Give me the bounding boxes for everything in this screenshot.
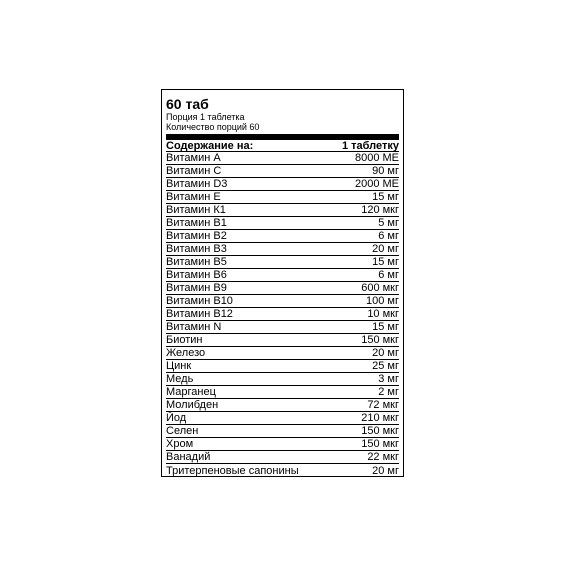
nutrient-amount: 120 мкг	[361, 204, 399, 216]
table-row	[166, 243, 399, 256]
table-row	[166, 386, 399, 399]
nutrient-name: Молибден	[166, 399, 219, 411]
nutrient-name: Медь	[166, 373, 194, 385]
table-row	[166, 269, 399, 282]
nutrient-name: Витамин В5	[166, 256, 227, 268]
product-title: 60 таб	[166, 96, 209, 112]
table-header-row	[166, 140, 399, 152]
table-row	[166, 217, 399, 230]
table-row	[166, 451, 399, 464]
nutrient-amount: 10 мкг	[367, 308, 399, 320]
table-row	[166, 230, 399, 243]
nutrient-amount: 150 мкг	[361, 425, 399, 437]
nutrient-name: Витамин В6	[166, 269, 227, 281]
table-row	[166, 165, 399, 178]
nutrient-amount: 600 мкг	[361, 282, 399, 294]
nutrient-name: Витамин В10	[166, 295, 233, 307]
table-row	[166, 347, 399, 360]
table-row	[166, 321, 399, 334]
nutrient-amount: 25 мг	[372, 360, 399, 372]
nutrient-amount: 5 мг	[378, 217, 399, 229]
header-content-label: Содержание на:	[166, 139, 254, 152]
nutrient-name: Витамин С	[166, 165, 222, 177]
nutrient-name: Витамин В3	[166, 243, 227, 255]
nutrient-name: Марганец	[166, 386, 216, 398]
nutrient-amount: 22 мкг	[367, 451, 399, 463]
nutrient-name: Биотин	[166, 334, 203, 346]
table-row	[166, 334, 399, 347]
nutrient-amount: 210 мкг	[361, 412, 399, 424]
nutrient-amount: 3 мг	[378, 373, 399, 385]
table-row	[166, 282, 399, 295]
nutrient-amount: 15 мг	[372, 321, 399, 333]
nutrient-name: Витамин В1	[166, 217, 227, 229]
nutrient-table	[166, 152, 399, 477]
nutrient-amount: 150 мкг	[361, 438, 399, 450]
table-row	[166, 204, 399, 217]
table-row	[166, 438, 399, 451]
table-row	[166, 256, 399, 269]
nutrient-name: Витамин Е	[166, 191, 221, 203]
nutrient-name: Витамин N	[166, 321, 222, 333]
nutrient-amount: 72 мкг	[367, 399, 399, 411]
serving-size: Порция 1 таблетка	[166, 112, 245, 122]
nutrient-amount: 20 мг	[372, 243, 399, 255]
nutrient-name: Цинк	[166, 360, 192, 372]
nutrient-amount: 15 мг	[372, 191, 399, 203]
nutrient-name: Тритерпеновые сапонины	[166, 464, 299, 477]
nutrient-amount: 15 мг	[372, 256, 399, 268]
table-row	[166, 308, 399, 321]
nutrient-amount: 2000 МЕ	[354, 178, 399, 190]
nutrient-name: Витамин В9	[166, 282, 227, 294]
table-row	[166, 295, 399, 308]
nutrient-name: Витамин В12	[166, 308, 233, 320]
supplement-facts-panel	[161, 89, 404, 477]
nutrient-name: Йод	[166, 412, 187, 424]
nutrient-name: Селен	[166, 425, 199, 437]
nutrient-name: Железо	[166, 347, 206, 359]
nutrient-name: Витамин В2	[166, 230, 227, 242]
nutrient-amount: 100 мг	[366, 295, 399, 307]
table-row	[166, 399, 399, 412]
nutrient-amount: 8000 МЕ	[354, 152, 399, 164]
nutrient-amount: 2 мг	[378, 386, 399, 398]
table-row	[166, 373, 399, 386]
nutrient-amount: 6 мг	[378, 269, 399, 281]
nutrient-amount: 150 мкг	[361, 334, 399, 346]
nutrient-name: Витамин D3	[166, 178, 228, 190]
table-row	[166, 178, 399, 191]
table-row	[166, 464, 399, 477]
nutrient-name: Витамин К1	[166, 204, 226, 216]
table-row	[166, 412, 399, 425]
table-row	[166, 425, 399, 438]
nutrient-amount: 20 мг	[372, 347, 399, 359]
header-per-serving-label: 1 таблетку	[341, 139, 399, 152]
nutrient-name: Хром	[166, 438, 194, 450]
nutrient-amount: 6 мг	[378, 230, 399, 242]
nutrient-name: Ванадий	[166, 451, 211, 463]
nutrient-amount: 20 мг	[372, 464, 399, 477]
table-row	[166, 360, 399, 373]
table-row	[166, 191, 399, 204]
servings-per-container: Количество порций 60	[166, 122, 260, 132]
nutrient-name: Витамин А	[166, 152, 221, 164]
table-row	[166, 152, 399, 165]
nutrient-amount: 90 мг	[372, 165, 399, 177]
